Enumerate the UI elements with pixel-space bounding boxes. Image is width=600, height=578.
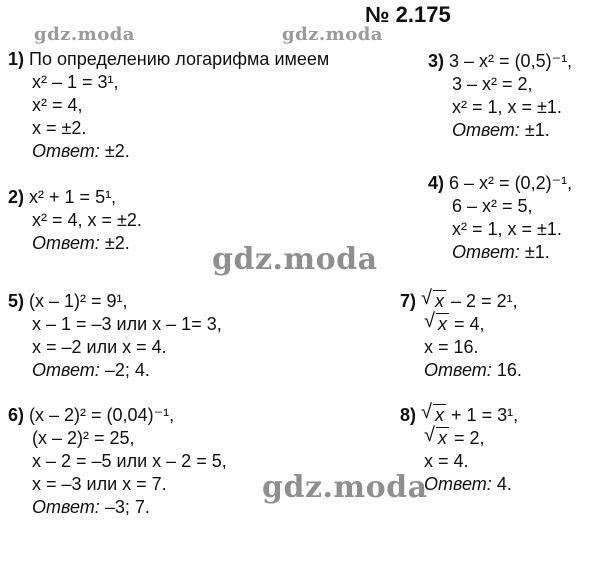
problem-3-step-1: 3 – x² = (0,5)⁻¹, xyxy=(449,51,573,71)
problem-6-step-3: x – 2 = –5 или x – 2 = 5, xyxy=(32,451,227,471)
problem-2-number: 2) xyxy=(8,187,25,207)
problem-5-step-3: x = –2 или x = 4. xyxy=(32,337,167,357)
answer-label: Ответ: xyxy=(452,120,520,140)
problem-8-radicand: x xyxy=(435,405,445,425)
problem-1 xyxy=(8,48,329,163)
problem-8-radicand: x xyxy=(438,428,447,448)
problem-7-radicand: x xyxy=(438,314,447,334)
sqrt-symbol: √ x xyxy=(421,287,445,311)
answer-label: Ответ: xyxy=(32,360,100,380)
watermark: gdz.moda xyxy=(282,24,383,45)
problem-8-step-3: x = 4. xyxy=(424,451,469,471)
problem-7-radicand: x xyxy=(435,291,445,311)
problem-5 xyxy=(8,290,222,382)
problem-1-intro: По определению логарифма имеем xyxy=(29,49,330,69)
problem-6-step-4: x = –3 или x = 7. xyxy=(32,474,167,494)
problem-1-step-3: x = ±2. xyxy=(32,118,87,138)
problem-4-step-1: 6 – x² = (0,2)⁻¹, xyxy=(449,173,573,193)
problem-3-number: 3) xyxy=(428,51,445,71)
problem-8-step-1: + 1 = 3¹, xyxy=(451,405,519,425)
problem-1-number: 1) xyxy=(8,49,25,69)
watermark: gdz.moda xyxy=(212,242,378,277)
problem-4-step-2: 6 – x² = 5, xyxy=(452,196,533,216)
answer-label: Ответ: xyxy=(424,474,492,494)
problem-2-step-1: x² + 1 = 5¹, xyxy=(29,187,117,207)
problem-4-answer: ±1. xyxy=(524,242,550,262)
problem-1-step-1: x² – 1 = 3¹, xyxy=(32,72,119,92)
answer-label: Ответ: xyxy=(32,141,100,161)
problem-5-step-2: x – 1 = –3 или x – 1= 3, xyxy=(32,314,222,334)
problem-3-step-3: x² = 1, x = ±1. xyxy=(452,97,562,117)
problem-6-answer: –3; 7. xyxy=(104,497,150,517)
problem-number: № 2.175 xyxy=(365,2,451,27)
problem-1-answer: ±2. xyxy=(104,141,130,161)
sqrt-symbol: √ x xyxy=(424,424,447,448)
problem-8-answer: 4. xyxy=(496,474,512,494)
problem-4 xyxy=(428,172,572,264)
problem-1-step-2: x² = 4, xyxy=(32,95,83,115)
problem-8-number: 8) xyxy=(400,405,417,425)
sqrt-symbol: √ x xyxy=(424,310,447,334)
problem-5-number: 5) xyxy=(8,291,25,311)
problem-7-step-2: = 4, xyxy=(454,314,485,334)
problem-3-answer: ±1. xyxy=(524,120,550,140)
watermark: gdz.moda xyxy=(34,24,135,45)
problem-2-answer: ±2. xyxy=(104,233,130,253)
problem-3-step-2: 3 – x² = 2, xyxy=(452,74,533,94)
problem-4-step-3: x² = 1, x = ±1. xyxy=(452,219,562,239)
problem-6-number: 6) xyxy=(8,405,25,425)
problem-7-answer: 16. xyxy=(496,360,522,380)
problem-2 xyxy=(8,186,142,255)
problem-8-step-2: = 2, xyxy=(454,428,485,448)
problem-6-step-1: (x – 2)² = (0,04)⁻¹, xyxy=(29,405,175,425)
problem-7 xyxy=(400,287,522,382)
problem-7-number: 7) xyxy=(400,291,417,311)
answer-label: Ответ: xyxy=(452,242,520,262)
problem-3 xyxy=(428,50,572,142)
problem-6 xyxy=(8,404,227,519)
problem-7-step-3: x = 16. xyxy=(424,337,479,357)
problem-6-step-2: (x – 2)² = 25, xyxy=(32,428,135,448)
problem-2-step-2: x² = 4, x = ±2. xyxy=(32,210,142,230)
answer-label: Ответ: xyxy=(424,360,492,380)
answer-label: Ответ: xyxy=(32,233,100,253)
problem-8 xyxy=(400,401,519,496)
problem-7-step-1: – 2 = 2¹, xyxy=(451,291,518,311)
answer-label: Ответ: xyxy=(32,497,100,517)
watermark: gdz.moda xyxy=(262,470,428,505)
sqrt-symbol: √ x xyxy=(421,401,445,425)
problem-4-number: 4) xyxy=(428,173,445,193)
problem-5-step-1: (x – 1)² = 9¹, xyxy=(29,291,128,311)
problem-5-answer: –2; 4. xyxy=(104,360,150,380)
